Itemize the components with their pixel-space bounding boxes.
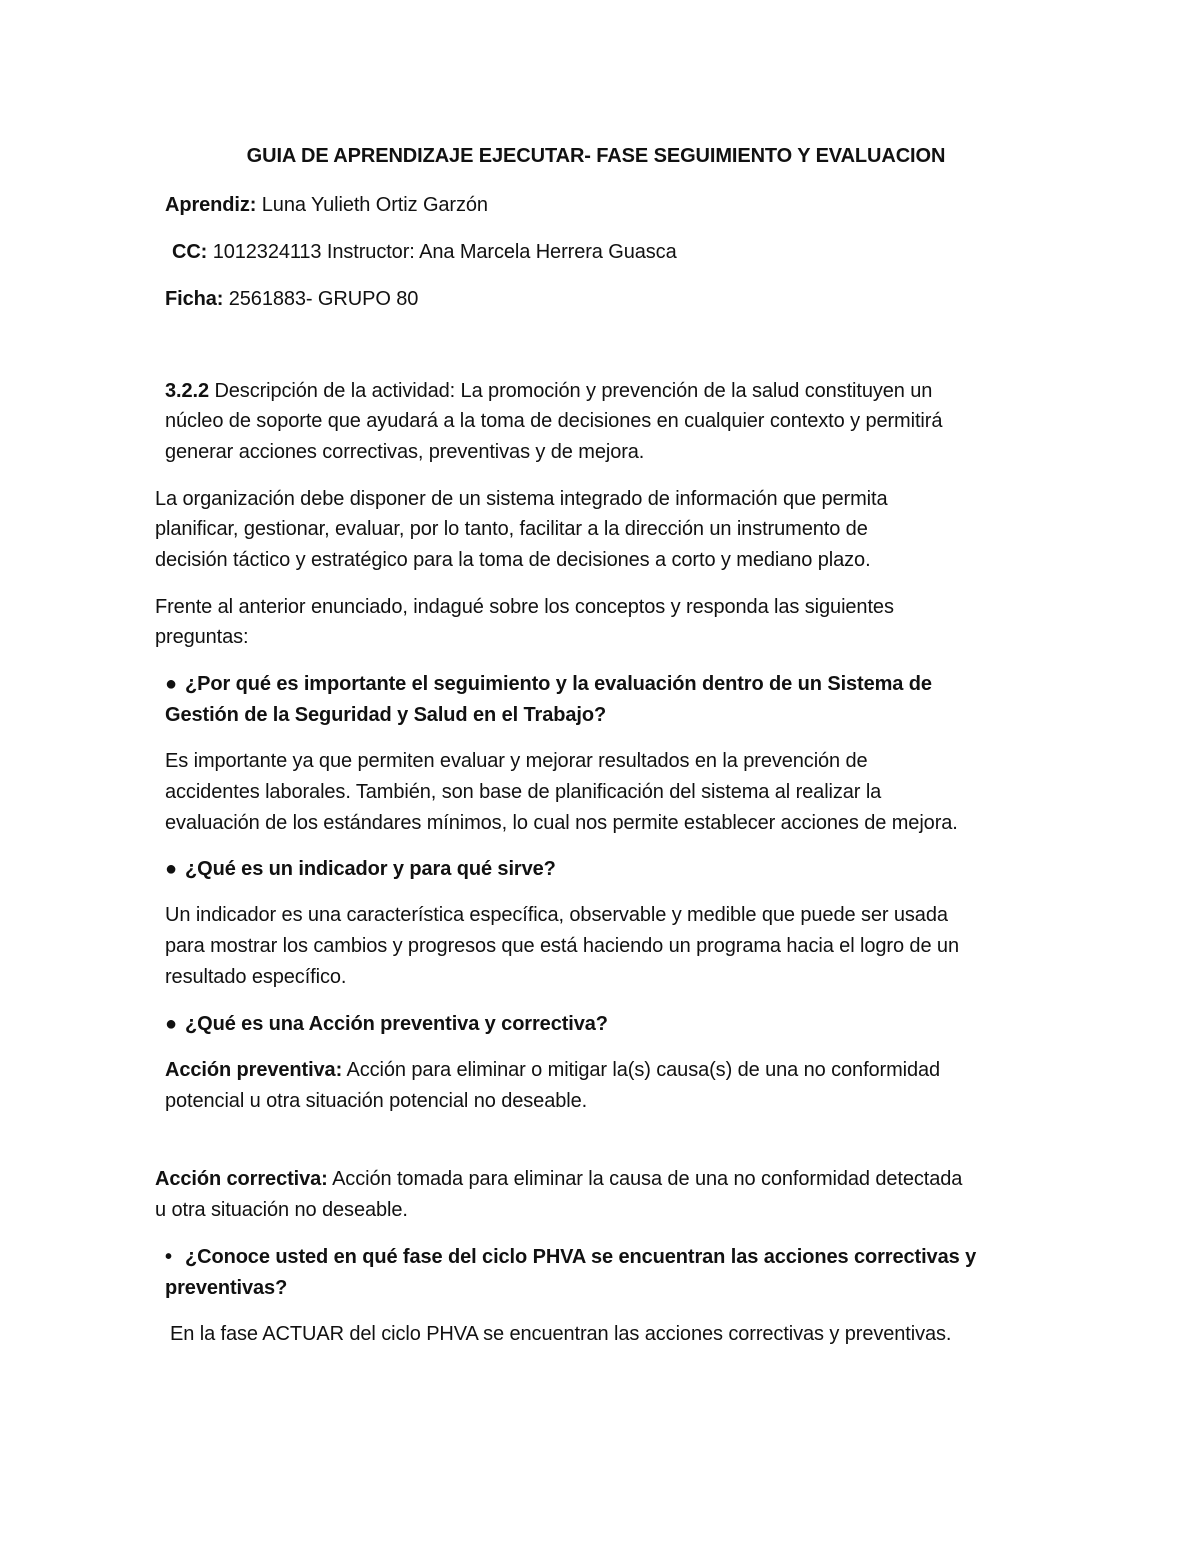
answer-1-line-2: accidentes laborales. También, son base de planificación del sistema al realizar la: [165, 781, 882, 803]
preventive-label: Acción preventiva:: [165, 1059, 343, 1081]
description-line-1: 3.2.2 Descripción de la actividad: La promoción y prevención de la salud constituyen un: [165, 380, 933, 402]
answer-1-line-3: evaluación de los estándares mínimos, lo cual nos permite establecer acciones de mejora.: [165, 812, 958, 834]
aprendiz-line: [165, 190, 488, 220]
preventive-line-2: potencial u otra situación potencial no deseable.: [165, 1090, 588, 1112]
intro-line-2: preguntas:: [155, 626, 249, 648]
cc-label: CC:: [172, 241, 208, 263]
question-4-line-2: preventivas?: [165, 1277, 288, 1299]
corrective-label: Acción correctiva:: [155, 1168, 328, 1190]
question-1-line-1: ● ¿Por qué es importante el seguimiento y la evaluación dentro de un Sistema de: [165, 669, 932, 699]
answer-2-line-1: Un indicador es una característica específica, observable y medible que puede ser usada: [165, 904, 948, 926]
description-number: 3.2.2: [165, 380, 209, 402]
answer-2-line-3: resultado específico.: [165, 966, 347, 988]
bullet-icon: •: [165, 1246, 172, 1268]
bullet-icon: ●: [165, 858, 177, 880]
ficha-line: [165, 284, 418, 314]
intro-line-1: Frente al anterior enunciado, indagué sobre los conceptos y responda las siguientes: [155, 596, 894, 618]
ficha-label: Ficha:: [165, 288, 224, 310]
preventive-line-1: Acción preventiva: Acción para eliminar o mitigar la(s) causa(s) de una no conformidad: [165, 1059, 941, 1081]
document-title: GUIA DE APRENDIZAJE EJECUTAR- FASE SEGUIMIENTO Y EVALUACION: [246, 145, 946, 167]
description-line-2: núcleo de soporte que ayudará a la toma de decisiones en cualquier contexto y permitirá: [165, 410, 943, 432]
organization-line-3: decisión táctico y estratégico para la toma de decisiones a corto y mediano plazo.: [155, 549, 871, 571]
cc-line: [172, 237, 677, 267]
answer-4-line-1: En la fase ACTUAR del ciclo PHVA se encuentran las acciones correctivas y preventivas.: [170, 1323, 952, 1345]
bullet-icon: ●: [165, 673, 177, 695]
aprendiz-label: Aprendiz:: [165, 194, 257, 216]
ficha-value: 2561883- GRUPO 80: [223, 288, 419, 310]
organization-line-1: La organización debe disponer de un sistema integrado de información que permita: [155, 488, 888, 510]
question-4-line-1: • ¿Conoce usted en qué fase del ciclo PHVA se encuentran las acciones correctivas y: [165, 1242, 976, 1272]
corrective-line-1: Acción correctiva: Acción tomada para eliminar la causa de una no conformidad detectada: [155, 1168, 963, 1190]
organization-line-2: planificar, gestionar, evaluar, por lo tanto, facilitar a la dirección un instrumento de: [155, 518, 868, 540]
question-3-line-1: ● ¿Qué es una Acción preventiva y correctiva?: [165, 1009, 608, 1039]
question-1-line-2: Gestión de la Seguridad y Salud en el Trabajo?: [165, 704, 607, 726]
question-2-line-1: ● ¿Qué es un indicador y para qué sirve?: [165, 854, 556, 884]
corrective-line-2: u otra situación no deseable.: [155, 1199, 408, 1221]
cc-value: 1012324113 Instructor: Ana Marcela Herrera Guasca: [207, 241, 677, 263]
description-line-3: generar acciones correctivas, preventivas y de mejora.: [165, 441, 645, 463]
answer-2-line-2: para mostrar los cambios y progresos que está haciendo un programa hacia el logro de un: [165, 935, 959, 957]
bullet-icon: ●: [165, 1013, 177, 1035]
aprendiz-value: Luna Yulieth Ortiz Garzón: [256, 194, 488, 216]
answer-1-line-1: Es importante ya que permiten evaluar y mejorar resultados en la prevención de: [165, 750, 868, 772]
